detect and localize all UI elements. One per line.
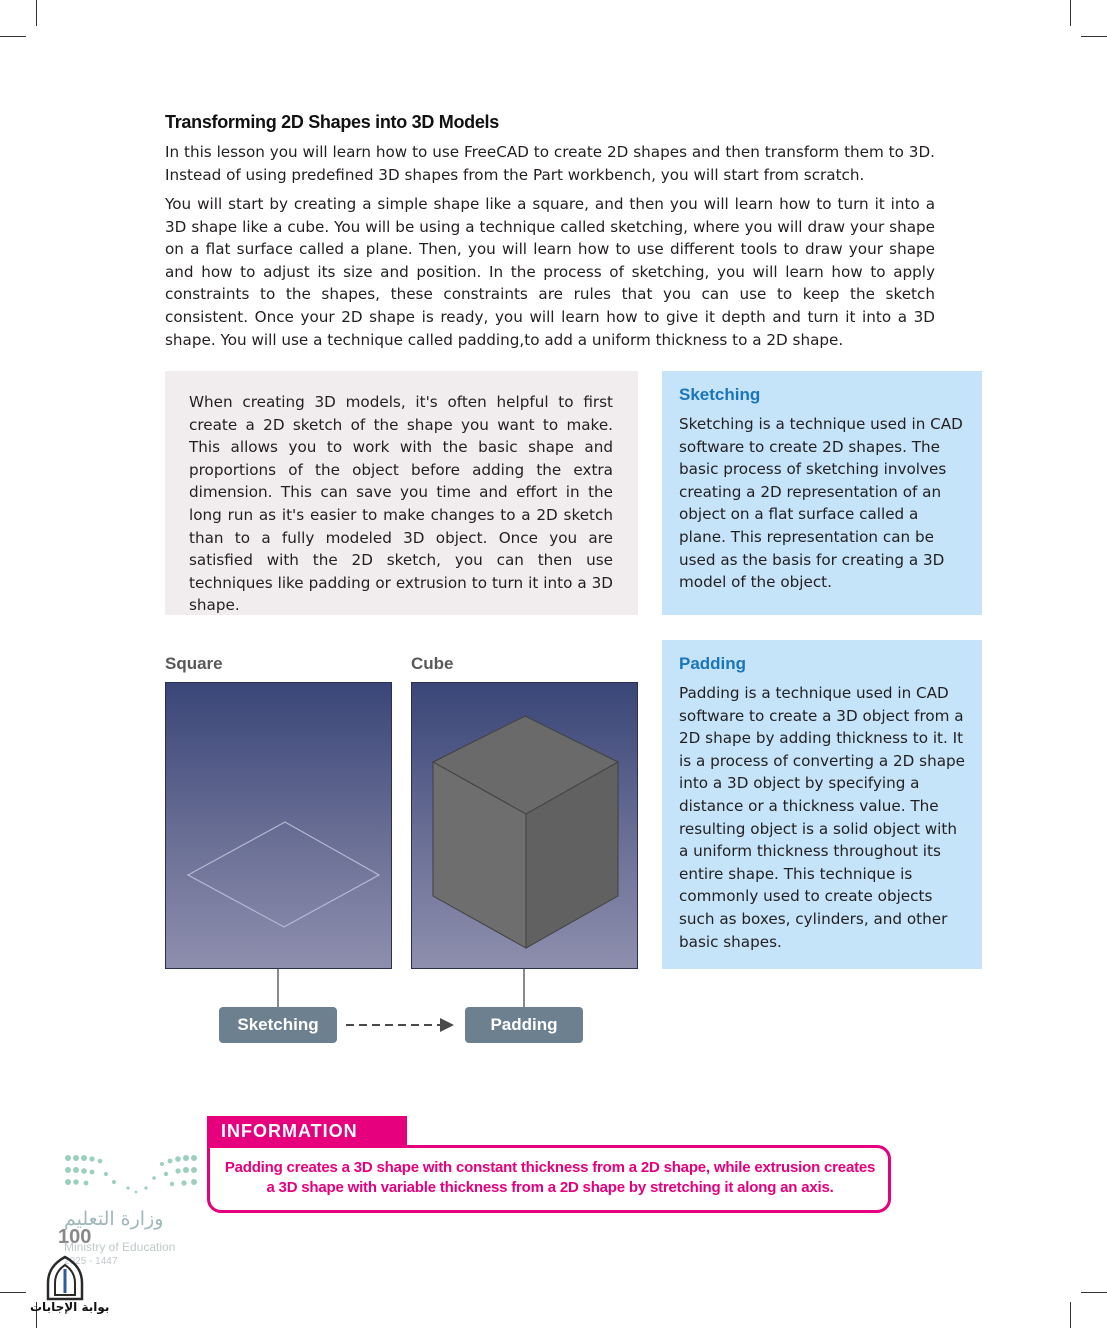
note-box (165, 371, 638, 615)
crop-mark (36, 0, 37, 26)
crop-mark (1070, 1302, 1071, 1328)
connector-line (277, 969, 279, 1007)
sketching-box-title: Sketching (679, 385, 761, 404)
answers-portal-logo-icon (44, 1255, 86, 1301)
ministry-english-name: Ministry of Education (64, 1240, 176, 1254)
information-tab (207, 1116, 407, 1148)
crop-mark (1070, 0, 1071, 26)
padding-box-text: Padding is a technique used in CAD software to create a 3D object from a 2D shape by adding thickness to it. It is a process of converting a 2D shape into a 3D object by specifying a distance or a thickness value. The resulting object is a solid object with a uniform thickness throughout its entire shape. This technique is commonly used to create objects such as boxes, cylinders, and other basic shapes. (679, 684, 966, 951)
ministry-arabic-name: وزارة التعليم (64, 1208, 164, 1230)
intro-paragraph-2: You will start by creating a simple shape like a square, and then you will learn how to turn it into a 3D shape like a cube. You will be using a technique called sketching, where you will draw your shape on a flat surface called a plane. Then, you will learn how to use different tools to draw your shape and how to adjust its size and position. In the process of sketching, you will learn how to apply constraints to the shapes, these constraints are rules that you can use to keep the sketch consistent. Once your 2D shape is ready, you will learn how to give it depth and turn it into a 3D shape. You will use a technique called padding,to add a uniform thickness to a 2D shape. (165, 195, 935, 349)
square-viewport (165, 682, 392, 969)
dashed-arrow-icon (344, 1015, 456, 1035)
crop-mark (0, 1292, 26, 1293)
square-sketch-image (166, 683, 393, 970)
padding-step-label: Padding (465, 1007, 583, 1043)
cube-model-image (412, 683, 639, 970)
sketching-box (662, 371, 982, 615)
crop-mark (1081, 36, 1107, 37)
cube-label: Cube (411, 654, 454, 673)
padding-box-title: Padding (679, 654, 747, 673)
crop-mark (0, 36, 26, 37)
note-box-text: When creating 3D models, it's often helpful to first create a 2D sketch of the shape you want to make. This allows you to work with the basic shape and proportions of the object before adding the extra dimension. This can save you time and effort in the long run as it's easier to make changes to a 2D sketch than to a fully modeled 3D object. Once you are satisfied with the 2D sketch, you can then use techniques like padding or extrusion to turn it into a 3D shape. (189, 393, 613, 615)
page-number: 100 (58, 1226, 92, 1248)
connector-line (523, 969, 525, 1007)
sketching-box-text: Sketching is a technique used in CAD software to create 2D shapes. The basic process of sketching involves creating a 2D representation of an object on a flat surface called a plane. This representation can be used as the basis for creating a 3D model of the object. (679, 415, 963, 592)
ministry-logo-icon (62, 1150, 202, 1200)
square-label: Square (165, 654, 223, 673)
information-box (207, 1145, 891, 1213)
information-tab-label: INFORMATION (221, 1121, 358, 1141)
information-text: Padding creates a 3D shape with constant thickness from a 2D shape, while extrusion creates a 3D shape with variable thickness from a 2D shape by stretching it along an axis. (224, 1159, 876, 1196)
cube-viewport (411, 682, 638, 969)
page-title: Transforming 2D Shapes into 3D Models (165, 112, 499, 132)
ministry-year: 2025 - 1447 (64, 1256, 118, 1267)
sketching-step-label: Sketching (219, 1007, 337, 1043)
crop-mark (1081, 1292, 1107, 1293)
answers-portal-label: بوابة الإجابات (30, 1300, 110, 1314)
padding-box (662, 640, 982, 969)
intro-paragraph-1: In this lesson you will learn how to use FreeCAD to create 2D shapes and then transform them to 3D. Instead of using predefined 3D shapes from the Part workbench, you will start from scratch. (165, 143, 935, 184)
